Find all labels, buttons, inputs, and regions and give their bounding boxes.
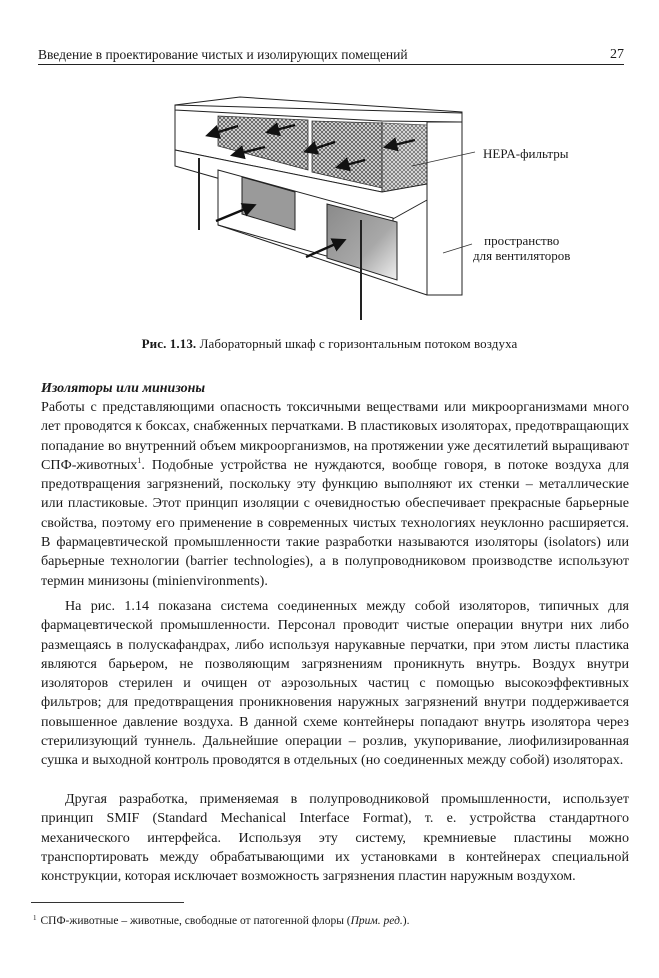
footnote-ref[interactable]: 1	[137, 455, 142, 465]
running-header-title: Введение в проектирование чистых и изолирующих помещений	[38, 47, 408, 62]
fan-space-label	[473, 233, 570, 263]
page-number: 27	[610, 47, 624, 62]
hepa-filter-label: HEPA-фильтры	[483, 146, 569, 161]
paragraph-1-text-a: Работы с представляющими опасность токсичными веществами или микроорганизмами много лет проводятся к боксах, снабженных перчатками. В пластиковых изоляторах, предотвращающих попадание во внутренний объем микроорганизмов, на протяжении уже десятилетий выращивают СПФ-животных	[41, 399, 629, 473]
paragraph-1-text-b: . Подобные устройства не нуждаются, вообще говоря, в потоке воздуха для предотвращения загрязнений, поскольку эту функцию выполняют их стенки – металлические или пластиковые. Этот принцип изоляции с очевидностью обеспечивает прекрасные барьерные свойства, поэтому его применение в современных чистых технологиях неуклонно расширяется. В фармацевтической промышленности такие разработки называются изоляторы (isolators) или барьерные технологии (barrier technologies), а в полупроводниковом производстве используют термин минизоны (minienvironments).	[41, 456, 629, 589]
paragraph-3-text: Другая разработка, применяемая в полупроводниковой промышленности, использует принцип SMIF (Standard Mechanical Interface Format), т. е. устройства стандартного механического интерфейса. Используя эту систему, кремниевые пластины можно транспортировать между обрабатывающими их установками в контейнерах специальной конструкции, которая исключает возможность загрязнения пластин наружным воздухом.	[41, 791, 629, 885]
laboratory-cabinet-illustration-icon	[150, 80, 600, 330]
fan-space-label-line1: пространство	[484, 233, 560, 248]
paragraph-2-text: На рис. 1.14 показана система соединенных между собой изоляторов, типичных для фармацевтической промышленности. Персонал проводит чистые операции внутри них либо размещаясь в полускафандрах, либо используя нарукавные перчатки, при этом листы пластика являются барьером, не позволяющим загрязнениям проникнуть внутрь. Воздух внутри изоляторов стерилен и очищен от аэрозольных частиц с помощью высокоэффективных фильтров; для предотвращения проникновения наружных загрязнений внутри поддерживается повышенное давление воздуха. В данной схеме контейнеры попадают внутрь изолятора через стерилизующий туннель. Дальнейшие операции – розлив, укупоривание, лиофилизированная сушка и выходной контроль проводятся в отдельных (но соединенных между собой) изоляторах.	[41, 598, 629, 769]
figure-caption-number: Рис. 1.13.	[141, 336, 197, 351]
footnote-text: СПФ-животные – животные, свободные от патогенной флоры (	[40, 915, 351, 927]
footnote-tail: ).	[402, 915, 410, 927]
figure-caption-text: Лабораторный шкаф с горизонтальным потоком воздуха	[196, 336, 518, 351]
figure-caption	[0, 336, 659, 352]
paragraph-3	[41, 790, 629, 886]
fan-space-label-line2: для вентиляторов	[473, 248, 571, 263]
footnote	[33, 914, 410, 927]
running-header	[38, 46, 624, 65]
footnote-marker: 1	[33, 914, 37, 922]
figure-1-13	[150, 80, 600, 330]
footnote-italic: Прим. ред.	[350, 915, 403, 927]
section-heading: Изоляторы или минизоны	[41, 381, 206, 396]
footnote-divider	[31, 902, 184, 903]
paragraph-1	[41, 398, 629, 591]
paragraph-2	[41, 597, 629, 771]
